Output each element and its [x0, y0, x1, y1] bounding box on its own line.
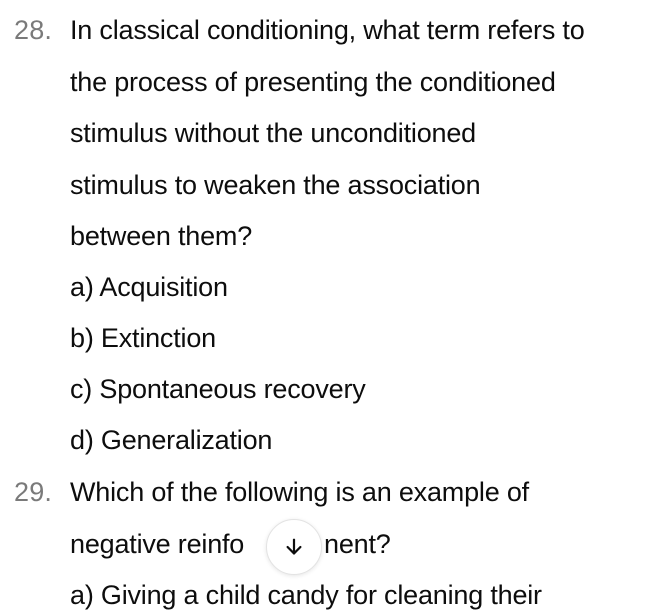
question-text-line: between them? [70, 221, 253, 251]
answer-option-a: a) Acquisition [70, 272, 228, 302]
question-text-line: nent? [324, 529, 391, 559]
arrow-down-icon [283, 536, 305, 558]
answer-option-c: c) Spontaneous recovery [70, 374, 366, 404]
question-text-line: stimulus without the unconditioned [70, 118, 476, 148]
answer-option-a: a) Giving a child candy for cleaning their [70, 580, 542, 610]
answer-option-d: d) Generalization [70, 425, 273, 455]
question-text-line: Which of the following is an example of [70, 477, 529, 507]
question-number: 28. [14, 15, 53, 45]
question-text-line: In classical conditioning, what term refers to [70, 15, 585, 45]
question-text-line: stimulus to weaken the association [70, 170, 481, 200]
question-number: 29. [14, 477, 53, 507]
question-text-line: the process of presenting the conditioned [70, 67, 556, 97]
answer-option-b: b) Extinction [70, 323, 216, 353]
question-text-line: negative reinfo [70, 529, 245, 559]
scroll-to-bottom-button[interactable] [266, 519, 322, 575]
